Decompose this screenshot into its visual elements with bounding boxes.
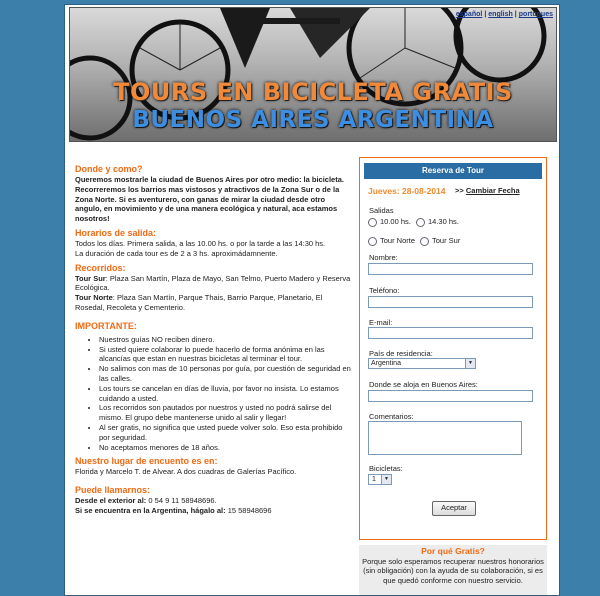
list-item: • Nuestros guías NO reciben dinero. [99,335,351,345]
list-item: • No salimos con mas de 10 personas por guía, por cuestión de seguridad en las calles. [99,364,351,384]
lang-link-espanol[interactable]: español [455,11,483,18]
comentarios-label: Comentarios: [369,412,414,421]
email-label: E-mail: [369,318,393,327]
encuentro-text: Florida y Marcelo T. de Alvear. A dos cuadras de Galerías Pacífico. [75,467,297,477]
chevron-down-icon: ▼ [381,475,391,484]
info-column [75,160,351,516]
radio-icon [368,218,377,227]
importante-list [75,335,351,453]
horarios-line2: La duración de cada tour es de 2 a 3 hs. aproximádamnente. [75,248,278,258]
telefono-label: Teléfono: [369,286,400,295]
radio-1000[interactable]: 10.00 hs. [368,217,411,227]
nombre-input[interactable] [368,263,533,275]
salidas-label: Salidas [369,206,394,215]
phone-exterior: Desde el exterior al: 0 54 9 11 58948696. [75,496,217,506]
lang-link-english[interactable]: english [488,11,513,18]
alojamiento-input[interactable] [368,390,533,402]
radio-1430[interactable]: 14.30 hs. [416,217,459,227]
reservation-date: Jueves: 28-08-2014 [368,186,446,196]
reservation-title: Reserva de Tour [364,163,542,179]
donde-heading: Donde y como? [75,164,143,174]
porque-title: Por qué Gratis? [421,546,485,556]
bicicletas-label: Bicicletas: [369,464,403,473]
lang-link-portugues[interactable]: portugues [518,11,553,18]
bicicletas-select[interactable]: 1 ▼ [368,474,392,485]
tour-norte-description: Tour Norte: Plaza San Martín, Parque Thais, Barrio Parque, Planetario, El Rosedal, Recoleta y Cementerio. [75,293,323,312]
radio-tour-sur[interactable]: Tour Sur [420,236,460,246]
telefono-input[interactable] [368,296,533,308]
tour-sur-description: Tour Sur: Plaza San Martín, Plaza de Mayo, San Telmo, Puerto Madero y Reserva Ecológica. [75,273,351,293]
reservation-form [359,157,547,540]
list-item: • Los recorridos son pautados por nuestros y usted no podrá salirse del mismo. El grupo debe mantenerse unido al salir y llegar! [99,403,351,423]
change-date-link[interactable]: >> Cambiar Fecha [455,186,520,195]
list-item: • Los tours se cancelan en días de lluvia, por favor no insista. Lo estamos cuidando a usted. [99,384,351,404]
phone-argentina: Si se encuentra en la Argentina, hágalo al: 15 58948696 [75,505,272,515]
comentarios-textarea[interactable] [368,421,522,455]
pais-label: País de residencia: [369,349,433,358]
horarios-heading: Horarios de salida: [75,227,157,238]
donde-text: Queremos mostrarle la ciudad de Buenos Aires por otro medio: la bicicleta. Recorreremos los barrios mas vistosos y atractivos de la Zona Sur o de la Zona Norte. Si es aventurero, con ganas de mirar la ciudad desde otro angulo, en movimiento y de una manera ecológica y natural, aca estamos nosotros! [75,175,344,224]
nombre-label: Nombre: [369,253,398,262]
submit-button[interactable]: Aceptar [432,501,476,516]
radio-icon [420,237,429,246]
list-item: • Al ser gratis, no significa que usted puede volver solo. Eso esta prohibido por seguridad. [99,423,351,443]
llamar-heading: Puede llamarnos: [75,485,151,496]
list-item: • No aceptamos menores de 18 años. [99,443,351,453]
chevron-down-icon: ▼ [465,359,475,368]
radio-icon [368,237,377,246]
language-switcher: español | english | portugues [455,11,553,18]
header-banner [69,7,557,142]
banner-subtitle: BUENOS AIRES ARGENTINA [132,107,494,133]
horarios-line1: Todos los días. Primera salida, a las 10.00 hs. o por la tarde a las 14:30 hs. [75,238,326,248]
page-container [64,4,560,596]
list-item: • Si usted quiere colaborar lo puede hacerlo de forma anónima en las alcancías que estan en nuestras bicicletas al terminar el tour. [99,345,351,365]
importante-heading: IMPORTANTE: [75,320,137,331]
email-input[interactable] [368,327,533,339]
recorridos-heading: Recorridos: [75,262,126,273]
pais-select[interactable]: Argentina ▼ [368,358,476,369]
radio-icon [416,218,425,227]
alojamiento-label: Donde se aloja en Buenos Aires: [369,380,478,389]
encuentro-heading: Nuestro lugar de encuento es en: [75,456,218,467]
porque-text: Porque solo esperamos recuperar nuestros honorarios (sin obligación) con la ayuda de su colaboración, si es que quedó conforme con nuestro servicio. [362,556,544,585]
banner-title: TOURS EN BICICLETA GRATIS [113,78,513,106]
radio-tour-norte[interactable]: Tour Norte [368,236,415,246]
